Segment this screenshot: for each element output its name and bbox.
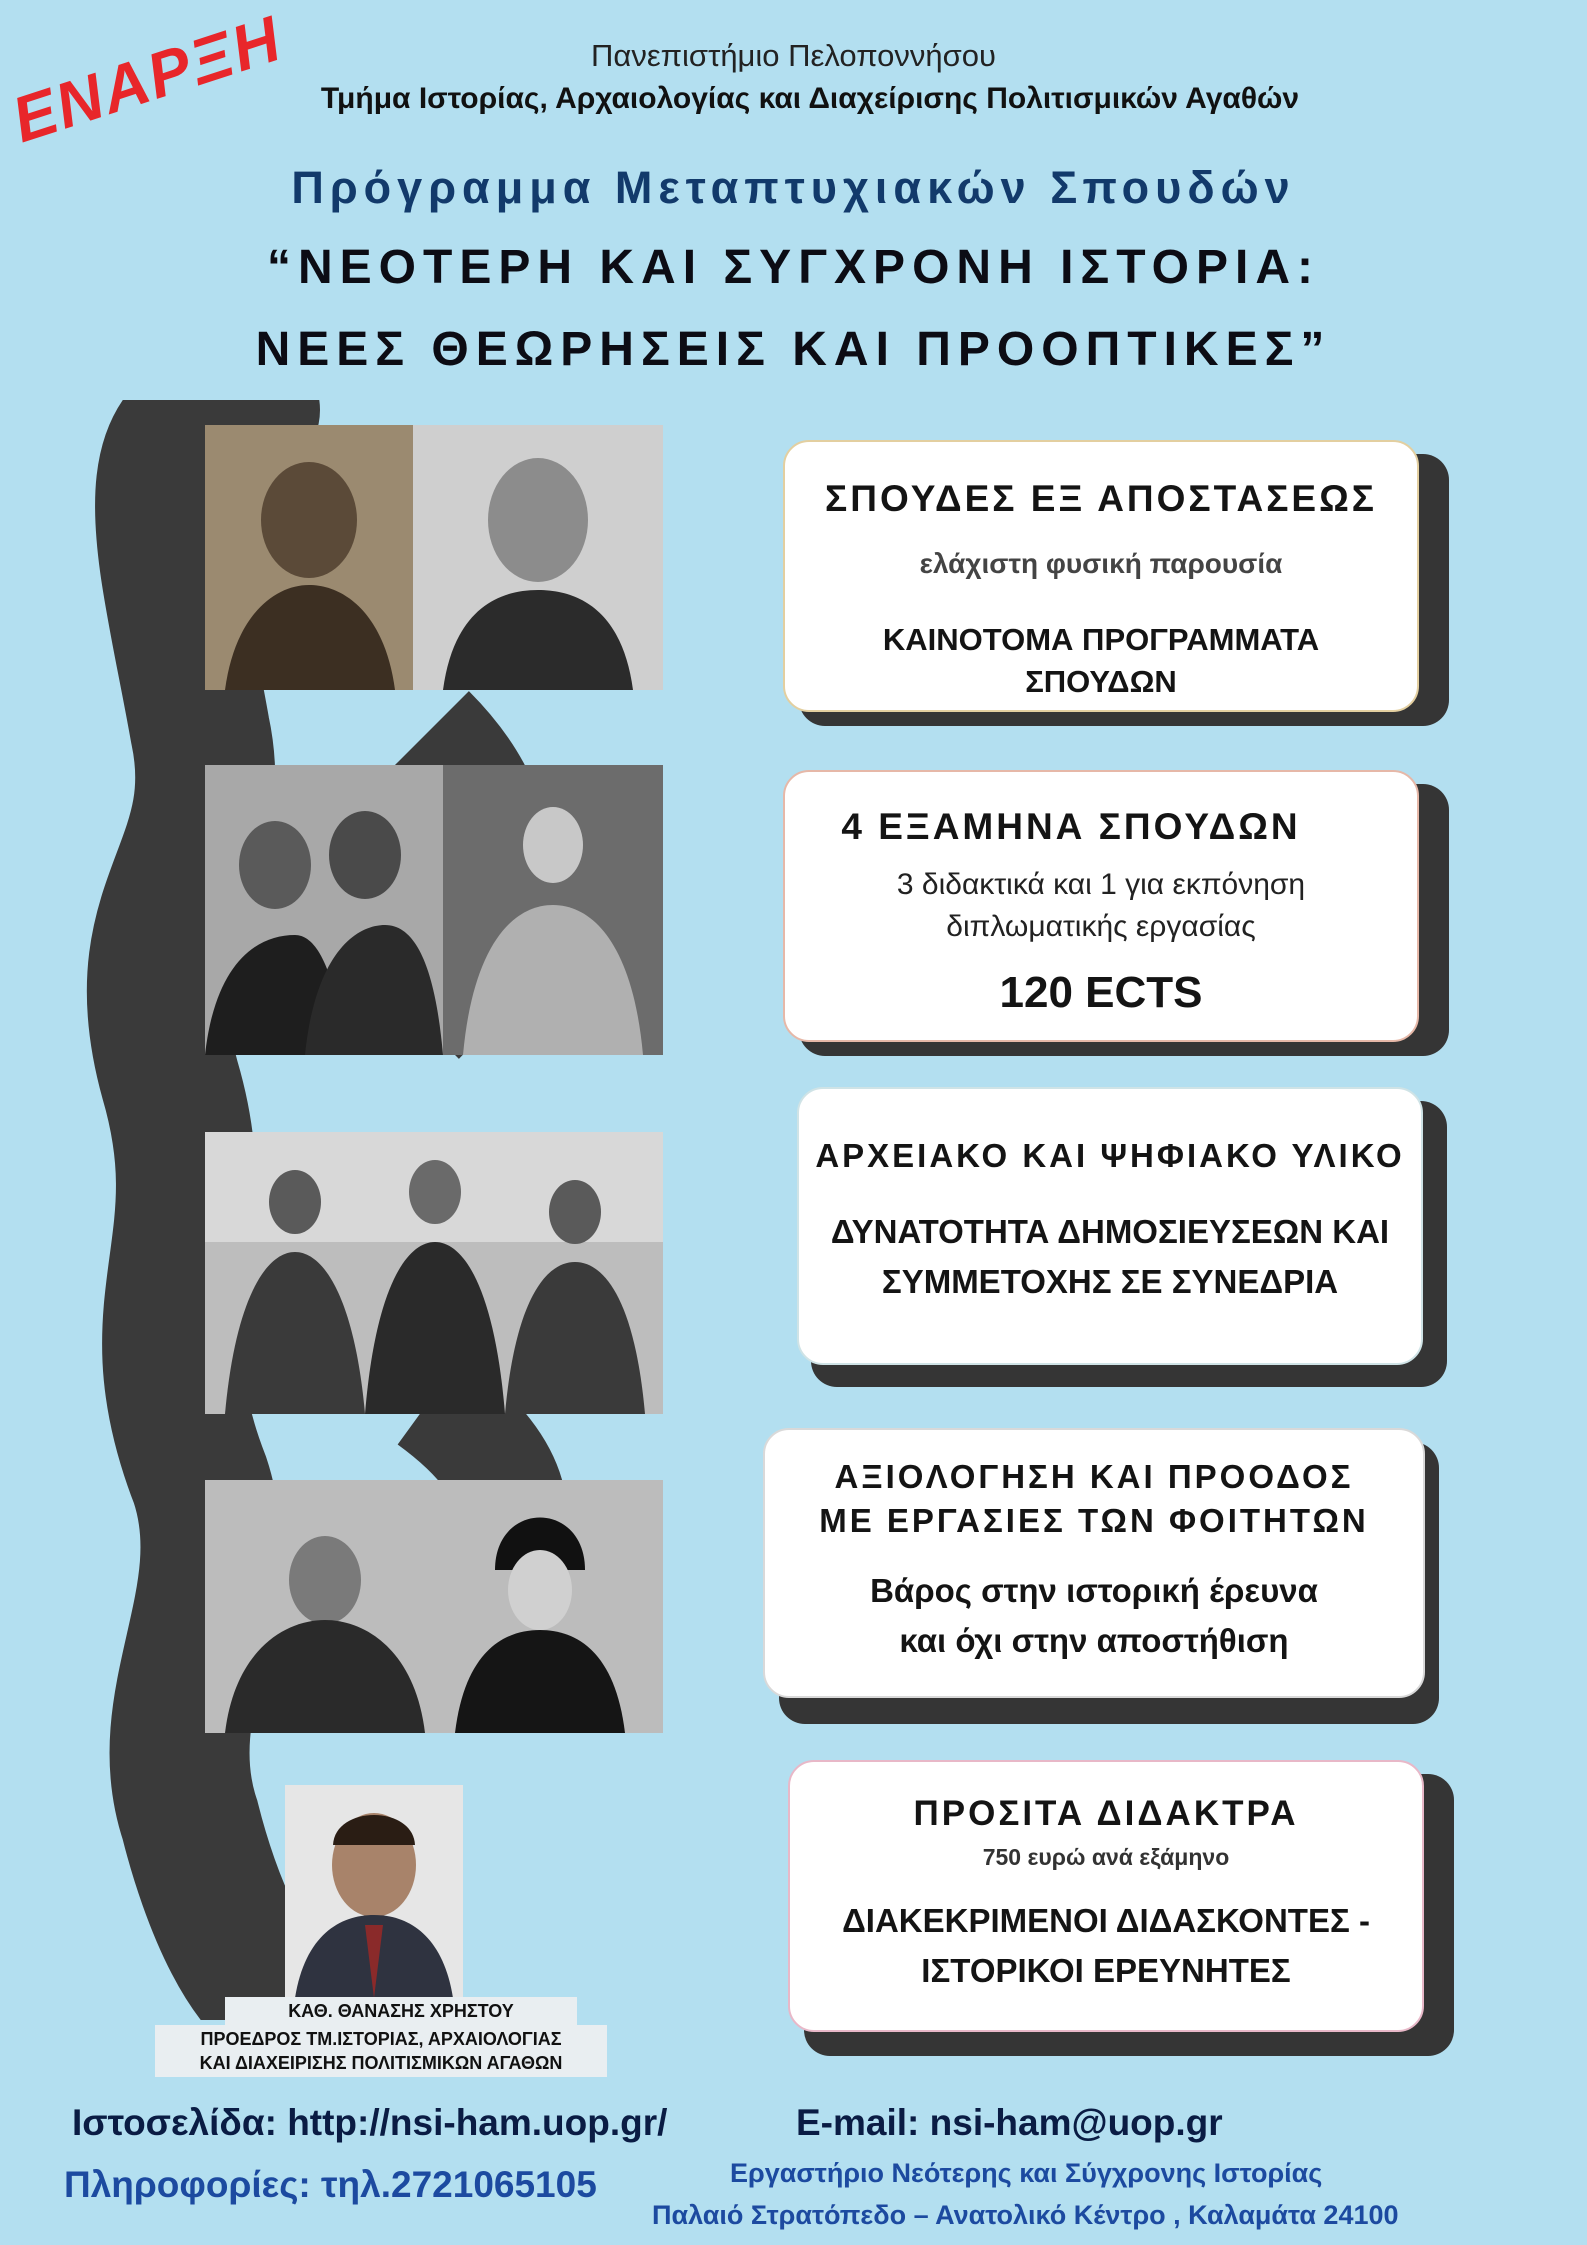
professor-illustration — [285, 1785, 463, 1998]
program-label: Πρόγραμμα Μεταπτυχιακών Σπουδών — [291, 162, 1296, 213]
title-line-1: “ΝΕΟΤΕΡΗ ΚΑΙ ΣΥΓΧΡΟΝΗ ΙΣΤΟΡΙΑ: — [267, 241, 1320, 294]
card-5-sub: 750 ευρώ ανά εξάμηνο — [982, 1844, 1230, 1870]
phone-info: Πληροφορίες: τηλ.2721065105 — [64, 2164, 597, 2205]
card-5-heading: ΠΡΟΣΙΤΑ ΔΙΔΑΚΤΡΑ — [913, 1794, 1299, 1833]
group-illustration — [205, 765, 443, 1055]
photo-conference — [205, 1132, 663, 1414]
card-2-line-1: 3 διδακτικά και 1 για εκπόνηση — [896, 868, 1306, 901]
card-2-ects: 120 ECTS — [999, 968, 1203, 1017]
professor-caption — [225, 1997, 577, 2025]
portrait-illustration — [205, 425, 413, 690]
lab-name: Εργαστήριο Νεότερης και Σύγχρονης Ιστορίας — [730, 2158, 1323, 2188]
address: Παλαιό Στρατόπεδο – Ανατολικό Κέντρο , Καλαμάτα 24100 — [652, 2200, 1399, 2230]
photo-group-1 — [205, 765, 443, 1055]
professor-title-caption — [155, 2025, 607, 2077]
card-3-line-1: ΔΥΝΑΤΟΤΗΤΑ ΔΗΜΟΣΙΕΥΣΕΩΝ ΚΑΙ — [830, 1213, 1390, 1250]
card-5-line-2: ΙΣΤΟΡΙΚΟΙ ΕΡΕΥΝΗΤΕΣ — [921, 1952, 1291, 1989]
card-5-line-1: ΔΙΑΚΕΚΡΙΜΕΝΟΙ ΔΙΔΑΣΚΟΝΤΕΣ - — [842, 1902, 1370, 1939]
conference-illustration — [205, 1132, 663, 1414]
caption-line-2: ΠΡΟΕΔΡΟΣ ΤΜ.ΙΣΤΟΡΙΑΣ, ΑΡΧΑΙΟΛΟΓΙΑΣ — [200, 2029, 562, 2049]
card-1-sub: ελάχιστη φυσική παρουσία — [919, 548, 1283, 579]
card-2-heading: 4 ΕΞΑΜΗΝΑ ΣΠΟΥΔΩΝ — [841, 806, 1301, 847]
meeting-illustration — [205, 1480, 663, 1733]
photo-meeting — [205, 1480, 663, 1733]
photo-portrait-2 — [413, 425, 663, 690]
card-1-heading: ΣΠΟΥΔΕΣ ΕΞ ΑΠΟΣΤΑΣΕΩΣ — [825, 478, 1377, 519]
group-illustration — [443, 765, 663, 1055]
title-line-2: ΝΕΕΣ ΘΕΩΡΗΣΕΙΣ ΚΑΙ ΠΡΟΟΠΤΙΚΕΣ” — [255, 323, 1332, 376]
email-link[interactable]: E-mail: nsi-ham@uop.gr — [796, 2102, 1223, 2143]
start-stamp: ΕΝΑΡΞΗ — [3, 1, 291, 157]
website-link[interactable]: Ιστοσελίδα: http://nsi-ham.uop.gr/ — [72, 2102, 668, 2143]
card-3-line-2: ΣΥΜΜΕΤΟΧΗΣ ΣΕ ΣΥΝΕΔΡΙΑ — [881, 1263, 1339, 1300]
card-4-line-2: και όχι στην αποστήθιση — [899, 1622, 1289, 1659]
photo-professor — [285, 1785, 463, 1998]
card-4-heading-1: ΑΞΙΟΛΟΓΗΣΗ ΚΑΙ ΠΡΟΟΔΟΣ — [834, 1458, 1354, 1495]
card-3-heading: ΑΡΧΕΙΑΚΟ ΚΑΙ ΨΗΦΙΑΚΟ ΥΛΙΚΟ — [815, 1137, 1405, 1174]
card-1-line-1: ΚΑΙΝΟΤΟΜΑ ΠΡΟΓΡΑΜΜΑΤΑ — [882, 622, 1320, 657]
photo-portrait-1 — [205, 425, 413, 690]
caption-line-1: ΚΑΘ. ΘΑΝΑΣΗΣ ΧΡΗΣΤΟΥ — [288, 2001, 514, 2021]
card-2-line-2: διπλωματικής εργασίας — [946, 910, 1256, 943]
caption-line-3: ΚΑΙ ΔΙΑΧΕΙΡΙΣΗΣ ΠΟΛΙΤΙΣΜΙΚΩΝ ΑΓΑΘΩΝ — [199, 2053, 563, 2073]
department-name: Τμήμα Ιστορίας, Αρχαιολογίας και Διαχείρισης Πολιτισμικών Αγαθών — [320, 82, 1300, 115]
university-name: Πανεπιστήμιο Πελοποννήσου — [591, 38, 996, 73]
card-1-line-2: ΣΠΟΥΔΩΝ — [1025, 664, 1177, 699]
card-4-heading-2: ΜΕ ΕΡΓΑΣΙΕΣ ΤΩΝ ΦΟΙΤΗΤΩΝ — [819, 1502, 1369, 1539]
card-4-line-1: Βάρος στην ιστορική έρευνα — [870, 1572, 1318, 1609]
portrait-illustration — [413, 425, 663, 690]
photo-group-2 — [443, 765, 663, 1055]
